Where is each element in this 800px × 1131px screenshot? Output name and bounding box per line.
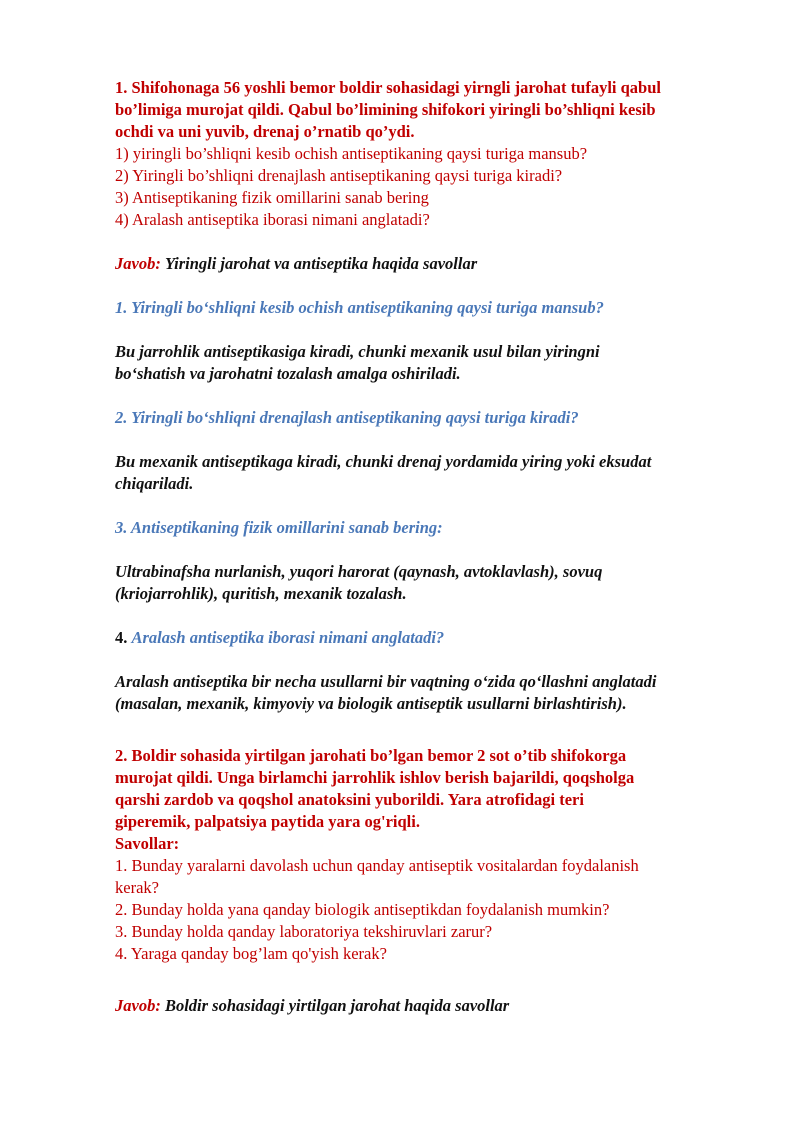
answer-text-4: Aralash antiseptika bir necha usullarni bir vaqtning o‘zida qo‘llashni anglatadi [115,672,657,691]
case-2-question: 1. Bunday yaralarni davolash uchun qanday antiseptik vositalardan foydalanish [115,856,639,875]
answer-text-1: bo‘shatish va jarohatni tozalash amalga oshiriladi. [115,364,461,383]
answer-text-1: Bu jarrohlik antiseptikasiga kiradi, chunki mexanik usul bilan yiringni [115,342,600,361]
answer-question-1: 1. Yiringli bo‘shliqni kesib ochish antiseptikaning qaysi turiga mansub? [115,298,604,317]
answer-text-2: chiqariladi. [115,474,194,493]
answer-question-3: 3. Antiseptikaning fizik omillarini sanab bering: [115,518,443,537]
document-page [115,77,755,1017]
answer-title: Yiringli jarohat va antiseptika haqida savollar [164,254,478,273]
answer-text-3: Ultrabinafsha nurlanish, yuqori harorat (qaynash, avtoklavlash), sovuq [115,562,603,581]
case-2-question: 2. Bunday holda yana qanday biologik antiseptikdan foydalanish mumkin? [115,900,610,919]
case-1-intro-line: 1. Shifohonaga 56 yoshli bemor boldir sohasidagi yirngli jarohat tufayli qabul [115,78,661,97]
case-1-question: 4) Aralash antiseptika iborasi nimani anglatadi? [115,210,430,229]
case-1-intro [115,77,755,143]
case-2-questions [115,855,755,965]
case-2-intro-line: qarshi zardob va qoqshol anatoksini yuborildi. Yara atrofidagi teri [115,790,584,809]
answer-question-2: 2. Yiringli bo‘shliqni drenajlash antiseptikaning qaysi turiga kiradi? [115,408,579,427]
case-1-question: 2) Yiringli bo’shliqni drenajlash antiseptikaning qaysi turiga kiradi? [115,166,563,185]
answer-text-3: (kriojarrohlik), quritish, mexanik tozalash. [115,584,407,603]
case-2-question: kerak? [115,878,159,897]
answer-question-4-text: Aralash antiseptika iborasi nimani anglatadi? [131,628,445,647]
case-2-question: 3. Bunday holda qanday laboratoriya tekshiruvlari zarur? [115,922,493,941]
answer-label: Javob: [115,996,161,1015]
savollar-label: Savollar: [115,834,180,853]
case-2-intro-line: murojat qildi. Unga birlamchi jarrohlik ishlov berish bajarildi, qoqsholga [115,768,635,787]
case-2-intro-line: giperemik, palpatsiya paytida yara og'riqli. [115,812,420,831]
answer-question-4 [115,627,755,649]
answer-title: Boldir sohasidagi yirtilgan jarohat haqida savollar [164,996,510,1015]
case-2-intro [115,745,755,855]
case-1-answer-heading [115,253,755,275]
answer-text-4: (masalan, mexanik, kimyoviy va biologik antiseptik usullarni birlashtirish). [115,694,627,713]
case-1-question: 1) yiringli bo’shliqni kesib ochish antiseptikaning qaysi turiga mansub? [115,144,588,163]
case-2-answer-heading [115,995,755,1017]
case-1-intro-line: bo’limiga murojat qildi. Qabul bo’limining shifokori yiringli bo’shliqni kesib [115,100,656,119]
answer-question-4-number: 4. [115,628,128,647]
case-1-intro-line: ochdi va uni yuvib, drenaj o’rnatib qo’ydi. [115,122,415,141]
answer-text-2: Bu mexanik antiseptikaga kiradi, chunki drenaj yordamida yiring yoki eksudat [115,452,652,471]
case-1-questions [115,143,755,231]
case-2-question: 4. Yaraga qanday bog’lam qo'yish kerak? [115,944,387,963]
case-2-intro-line: 2. Boldir sohasida yirtilgan jarohati bo’lgan bemor 2 sot o’tib shifokorga [115,746,627,765]
answer-label: Javob: [115,254,161,273]
case-1-question: 3) Antiseptikaning fizik omillarini sanab bering [115,188,429,207]
